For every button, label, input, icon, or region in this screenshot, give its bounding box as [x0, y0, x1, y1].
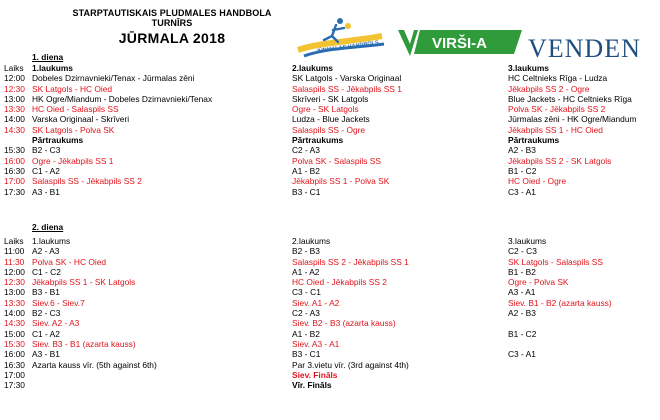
sponsor-logos — [296, 14, 660, 63]
court1-match: B2 - C3 — [32, 308, 61, 319]
court1-match: Varska Originaal - Skrīveri — [32, 114, 130, 125]
match-time: 17:00 — [4, 369, 25, 380]
court2-match: A1 - B2 — [292, 328, 320, 339]
schedule-row — [4, 125, 660, 135]
match-time: 12:30 — [4, 277, 25, 288]
match-time: 17:00 — [4, 176, 25, 187]
court2-match: B3 - C1 — [292, 186, 321, 197]
schedule-row — [4, 329, 660, 339]
court2-match: A1 - B2 — [292, 165, 320, 176]
venden-logo — [528, 22, 658, 63]
match-time: 15:30 — [4, 338, 25, 349]
court1-match: Dobeles Dzirnavnieki/Tenax - Jūrmalas zēni — [32, 73, 195, 84]
court3-match: Jūrmalas zēni - HK Ogre/Miandum — [508, 114, 637, 125]
court1-match: 1.laukums — [32, 236, 71, 246]
schedule-row — [4, 380, 660, 390]
schedule-row — [4, 360, 660, 370]
court1-match: Siev. A2 - A3 — [32, 318, 80, 329]
court1-match: SK Latgols - HC Oied — [32, 83, 113, 94]
match-time: 16:00 — [4, 349, 25, 360]
court3-match: SK Latgols - Salaspils SS — [508, 256, 603, 267]
day1-title: 1. diena — [32, 52, 64, 62]
court3-match: Blue Jackets - HC Celtnieks Rīga — [508, 93, 632, 104]
day1-schedule — [4, 63, 660, 197]
tournament-subtitle: STARPTAUTISKAIS PLUDMALES HANDBOLA TURNĪRS — [72, 8, 272, 28]
schedule-row — [4, 370, 660, 380]
match-time: 15:30 — [4, 145, 25, 156]
court1-match: C1 - A2 — [32, 328, 60, 339]
match-time: 15:00 — [4, 328, 25, 339]
match-time: 14:00 — [4, 308, 25, 319]
court2-match: Pārtraukums — [292, 135, 344, 146]
court3-match: A2 - B3 — [508, 145, 536, 156]
schedule-row — [4, 94, 660, 104]
court2-match: Siev. B2 - B3 (azarta kauss) — [292, 318, 396, 329]
court3-match: Jēkabpils SS 1 - HC Oied — [508, 124, 603, 135]
court3-match: HC Oied - Ogre — [508, 176, 567, 187]
court2-match: Ogre - SK Latgols — [292, 104, 359, 115]
court3-match: C2 - C3 — [508, 246, 537, 257]
court3-match: Pārtraukums — [508, 135, 560, 146]
court2-match: Skrīveri - SK Latgols — [292, 93, 369, 104]
court1-match: Siev.6 - Siev.7 — [32, 297, 85, 308]
court1-match: A3 - B1 — [32, 186, 60, 197]
court2-match: Ludza - Blue Jackets — [292, 114, 370, 125]
schedule-row — [4, 308, 660, 318]
court2-match: SK Latgols - Varska Originaal — [292, 73, 402, 84]
court2-match: Jēkabpils SS 1 - Polva SK — [292, 176, 390, 187]
day2-schedule — [4, 236, 660, 390]
schedule-row — [4, 318, 660, 328]
court2-match: HC Oied - Jēkabpils SS 2 — [292, 277, 387, 288]
court3-match: Jēkabpils SS 2 - Ogre — [508, 83, 590, 94]
match-time: 16:30 — [4, 165, 25, 176]
schedule-row — [4, 156, 660, 166]
court2-match: C3 - C1 — [292, 287, 321, 298]
court1-match: 1.laukums — [32, 63, 73, 73]
match-time: 13:00 — [4, 287, 25, 298]
match-time: 11:30 — [4, 256, 25, 267]
court2-match: Siev. A1 - A2 — [292, 297, 340, 308]
schedule-row — [4, 176, 660, 186]
court1-match: Pārtraukums — [32, 135, 84, 146]
court2-match: Salaspils SS - Jēkabpils SS 1 — [292, 83, 402, 94]
court1-match: Jēkabpils SS 1 - SK Latgols — [32, 277, 136, 288]
handball-logo-text: JŪRMALAS HANDBOLS — [315, 40, 380, 55]
match-time: 12:30 — [4, 83, 25, 94]
match-time: 11:00 — [4, 246, 25, 257]
schedule-row — [4, 63, 660, 73]
day2-title: 2. diena — [32, 222, 64, 232]
match-time: 17:30 — [4, 380, 25, 391]
court2-match: Vīr. Fināls — [292, 380, 332, 391]
court3-match: C3 - A1 — [508, 349, 536, 360]
schedule-row — [4, 339, 660, 349]
schedule-row — [4, 257, 660, 267]
court1-match: B2 - C3 — [32, 145, 61, 156]
virsi-logo-icon — [396, 24, 524, 58]
match-time: 13:00 — [4, 93, 25, 104]
court2-match: Par 3.vietu vīr. (3rd against 4th) — [292, 359, 409, 370]
court2-match: Siev. A3 - A1 — [292, 338, 340, 349]
court2-match: Salaspils SS - Ogre — [292, 124, 366, 135]
court2-match: Siev. Fināls — [292, 369, 338, 380]
match-time: 14:30 — [4, 124, 25, 135]
court1-match: A2 - A3 — [32, 246, 60, 257]
court3-match: B1 - B2 — [508, 266, 536, 277]
court3-match: Polva SK - Jēkabpils SS 2 — [508, 104, 606, 115]
schedule-row — [4, 104, 660, 114]
court1-match: SK Latgols - Polva SK — [32, 124, 115, 135]
court3-match: B1 - C2 — [508, 165, 537, 176]
court3-match: 3.laukums — [508, 63, 549, 73]
schedule-row — [4, 135, 660, 145]
court2-match: C2 - A3 — [292, 308, 320, 319]
court1-match: C1 - C2 — [32, 266, 61, 277]
schedule-row — [4, 114, 660, 124]
court2-match: B2 - B3 — [292, 246, 320, 257]
tournament-header — [52, 8, 292, 46]
match-time: Laiks — [4, 236, 24, 246]
court1-match: B3 - B1 — [32, 287, 60, 298]
schedule-row — [4, 246, 660, 256]
court3-match: Ogre - Polva SK — [508, 277, 569, 288]
virsi-logo-text: VIRŠI-A — [432, 35, 488, 52]
match-time: 12:00 — [4, 73, 25, 84]
court1-match: Azarta kauss vīr. (5th against 6th) — [32, 359, 157, 370]
tournament-title: JŪRMALA 2018 — [118, 30, 226, 46]
court3-match: A2 - B3 — [508, 308, 536, 319]
court3-match: Siev. B1 - B2 (azarta kauss) — [508, 297, 612, 308]
court3-match: B1 - C2 — [508, 328, 537, 339]
schedule-row — [4, 236, 660, 246]
schedule-row — [4, 84, 660, 94]
court2-match: B3 - C1 — [292, 349, 321, 360]
schedule-row — [4, 349, 660, 359]
schedule-row — [4, 73, 660, 83]
match-time: 14:00 — [4, 114, 25, 125]
court3-match: A3 - A1 — [508, 287, 536, 298]
match-time: 12:00 — [4, 266, 25, 277]
schedule-row — [4, 145, 660, 155]
schedule-row — [4, 187, 660, 197]
court3-match: HC Celtnieks Rīga - Ludza — [508, 73, 608, 84]
court3-match: 3.laukums — [508, 236, 547, 246]
court1-match: HK Ogre/Miandum - Dobeles Dzirnavnieki/Tenax — [32, 93, 213, 104]
court1-match: HC Oied - Salaspils SS — [32, 104, 119, 115]
match-time: 13:30 — [4, 297, 25, 308]
court1-match: Salaspils SS - Jēkabpils SS 2 — [32, 176, 142, 187]
court2-match: 2.laukums — [292, 63, 333, 73]
court1-match: Siev. B3 - B1 (azarta kauss) — [32, 338, 136, 349]
court3-match: C3 - A1 — [508, 186, 536, 197]
schedule-row — [4, 287, 660, 297]
court1-match: Ogre - Jēkabpils SS 1 — [32, 155, 114, 166]
schedule-row — [4, 267, 660, 277]
schedule-row — [4, 298, 660, 308]
court2-match: A1 - A2 — [292, 266, 320, 277]
match-time: 16:00 — [4, 155, 25, 166]
court1-match: C1 - A2 — [32, 165, 60, 176]
match-time: 17:30 — [4, 186, 25, 197]
court2-match: C2 - A3 — [292, 145, 320, 156]
court2-match: 2.laukums — [292, 236, 331, 246]
match-time: 14:30 — [4, 318, 25, 329]
match-time: 16:30 — [4, 359, 25, 370]
venden-logo-text: VENDEN — [528, 34, 641, 63]
schedule-row — [4, 166, 660, 176]
handball-logo-icon — [296, 14, 386, 60]
court2-match: Polva SK - Salaspils SS — [292, 155, 381, 166]
court1-match: A3 - B1 — [32, 349, 60, 360]
match-time: Laiks — [4, 63, 24, 73]
match-time: 13:30 — [4, 104, 25, 115]
schedule-row — [4, 277, 660, 287]
court2-match: Salaspils SS 2 - Jēkabpils SS 1 — [292, 256, 409, 267]
court3-match: Jēkabpils SS 2 - SK Latgols — [508, 155, 612, 166]
court1-match: Polva SK - HC Oied — [32, 256, 107, 267]
